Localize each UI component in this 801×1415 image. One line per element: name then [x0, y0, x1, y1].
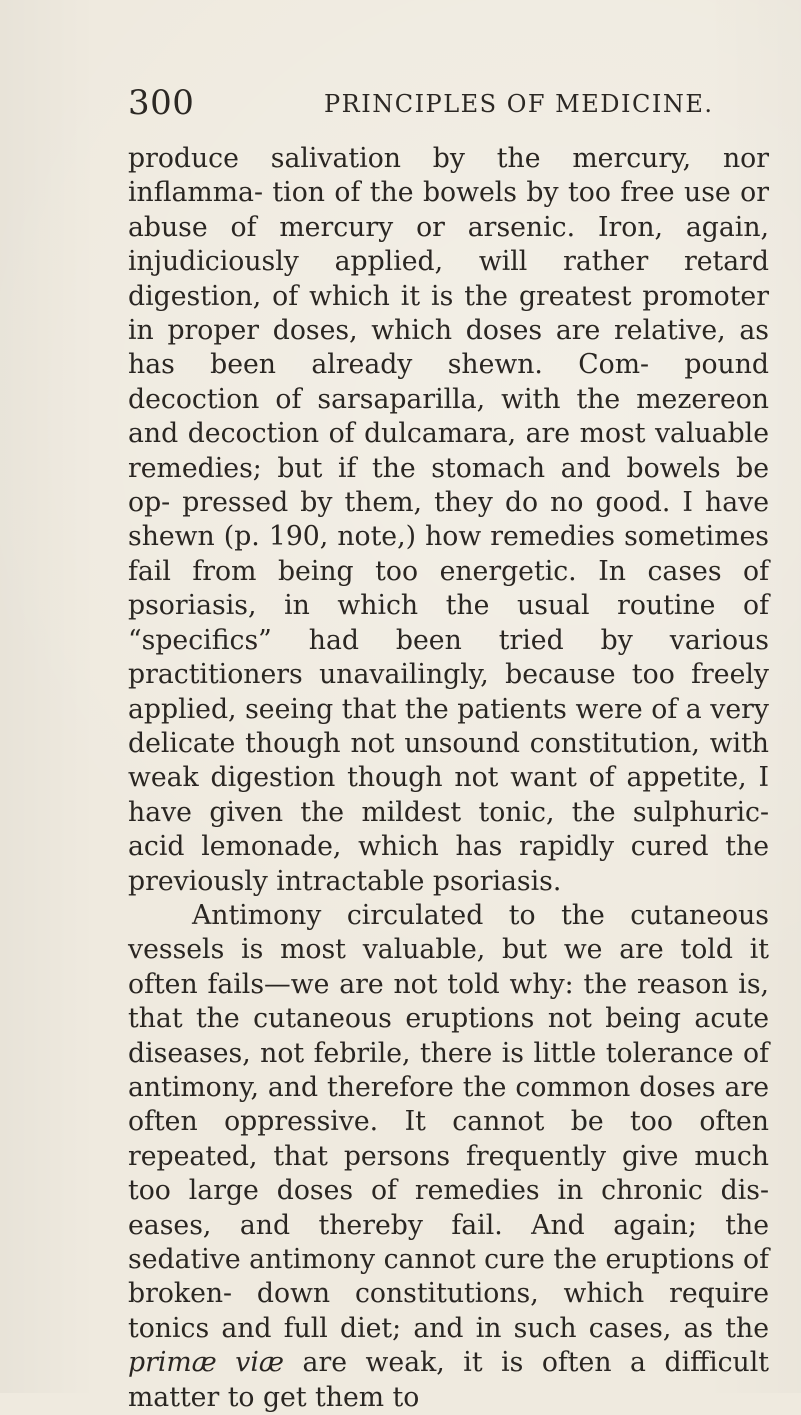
- paragraph-2-text-start: Antimony circulated to the cutaneous vessels is most valuable, but we are told it often fails—we are not told why: the reason is, that the cutaneous eruptions not being acute diseases, not febrile, there is little tolerance of antimony, and therefore the common doses are often oppressive. It cannot be too often repeated, that persons frequently give much too large doses of remedies in chronic dis- eases, and thereby fail. And again; the sedative antimony cannot cure the eruptions of broken- down constitutions, which require tonics and full diet; and in such cases, as the: [128, 899, 769, 1344]
- paragraph-2-text-end: are weak, it is often a difficult matter to get them to: [128, 1347, 770, 1413]
- body-paragraph-2: [128, 899, 769, 1415]
- paragraph-2-italic-term: primæ viæ: [128, 1347, 285, 1379]
- body-paragraph-1: produce salivation by the mercury, nor inflamma- tion of the bowels by too free use or abuse of mercury or arsenic. Iron, again, injudiciously applied, will rather retard digestion, of which it is the greatest promoter in proper doses, which doses are relative, as has been already shewn. Com- pound decoction of sarsaparilla, with the mezereon and decoction of dulcamara, are most valuable remedies; but if the stomach and bowels be op- pressed by them, they do no good. I have shewn (p. 190, note,) how remedies sometimes fail from being too energetic. In cases of psoriasis, in which the usual routine of “specifics” had been tried by various practitioners unavailingly, because too freely applied, seeing that the patients were of a very delicate though not unsound constitution, with weak digestion though not want of appetite, I have given the mildest tonic, the sulphuric-acid lemonade, which has rapidly cured the previously intractable psoriasis.: [128, 143, 769, 897]
- page-body: [128, 142, 769, 1415]
- page-number: 300: [128, 83, 195, 123]
- page-header: [128, 83, 769, 134]
- running-head: PRINCIPLES OF MEDICINE.: [324, 90, 714, 118]
